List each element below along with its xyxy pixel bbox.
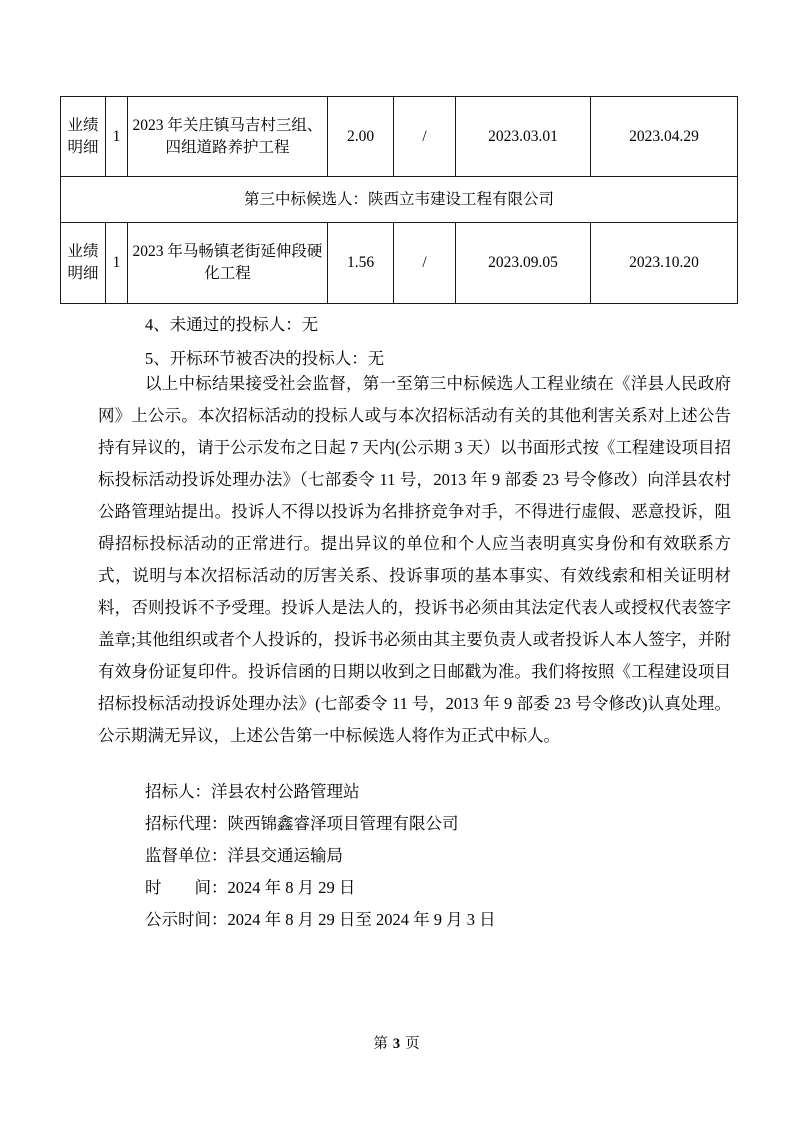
table-row-merged [61,177,738,223]
cell-amount: 1.56 [328,223,394,304]
tenderer-value: 洋县农村公路管理站 [211,782,360,801]
supervisor-line [145,840,496,872]
table-row [61,223,738,304]
supervisor-value: 洋县交通运输局 [227,846,343,865]
cell-index: 1 [106,97,128,177]
cell-end-date: 2023.10.20 [591,223,738,304]
page-number-value: 3 [392,1036,401,1052]
supervisor-label: 监督单位： [145,846,228,865]
cell-end-date: 2023.04.29 [591,97,738,177]
agent-line [145,808,496,840]
cell-slash: / [394,223,456,304]
announcement-paragraph: 以上中标结果接受社会监督，第一至第三中标候选人工程业绩在《洋县人民政府网》上公示。本次招标活动的投标人或与本次招标活动有关的其他利害关系对上述公告持有异议的，请于公示发布之日起 7 天内(公示期 3 天）以书面形式按《工程建设项目招标投标活动投诉处理办法》（七部委令 11 号，2013 年 9 部委 23 号令修改）向洋县农村公路管理站提出。投诉人不得以投诉为名排挤竞争对手，不得进行虚假、恶意投诉，阻碍招标投标活动的正常进行。提出异议的单位和个人应当表明真实身份和有效联系方式，说明与本次招标活动的厉害关系、投诉事项的基本事实、有效线索和相关证明材料，否则投诉不予受理。投诉人是法人的，投诉书必须由其法定代表人或授权代表签字盖章;其他组织或者个人投诉的，投诉书必须由其主要负责人或者投诉人本人签字，并附有效身份证复印件。投诉信函的日期以收到之日邮戳为准。我们将按照《工程建设项目招标投标活动投诉处理办法》(七部委令 11 号，2013 年 9 部委 23 号令修改)认真处理。公示期满无异议，上述公告第一中标候选人将作为正式中标人。 [98,374,731,745]
cell-category: 业绩明细 [61,223,106,304]
page-number [0,1032,793,1053]
performance-detail-table [60,96,738,304]
cell-index: 1 [106,223,128,304]
list-item-5: 5、开标环节被否决的投标人：无 [145,349,385,368]
tenderer-line [145,776,496,808]
page-number-suffix: 页 [405,1036,420,1052]
publicity-period-value: 2024 年 8 月 29 日至 2024 年 9 月 3 日 [227,910,496,929]
agent-label: 招标代理： [145,814,228,833]
cell-start-date: 2023.03.01 [456,97,591,177]
list-item-4: 4、未通过的投标人：无 [145,315,319,334]
cell-project: 2023 年马畅镇老街延伸段硬化工程 [128,223,328,304]
publicity-period-line [145,904,496,936]
numbered-list [98,308,731,376]
publicity-period-label: 公示时间： [145,910,228,929]
cell-category: 业绩明细 [61,97,106,177]
cell-third-candidate: 第三中标候选人：陕西立韦建设工程有限公司 [61,177,738,223]
date-label: 时 间： [145,878,228,897]
cell-project: 2023 年关庄镇马吉村三组、四组道路养护工程 [128,97,328,177]
footer-info-block [145,776,496,936]
date-line [145,872,496,904]
cell-amount: 2.00 [328,97,394,177]
agent-value: 陕西锦鑫睿泽项目管理有限公司 [227,814,459,833]
page-number-prefix: 第 [373,1036,388,1052]
cell-slash: / [394,97,456,177]
cell-start-date: 2023.09.05 [456,223,591,304]
table-row [61,97,738,177]
date-value: 2024 年 8 月 29 日 [227,878,356,897]
tenderer-label: 招标人： [145,782,211,801]
